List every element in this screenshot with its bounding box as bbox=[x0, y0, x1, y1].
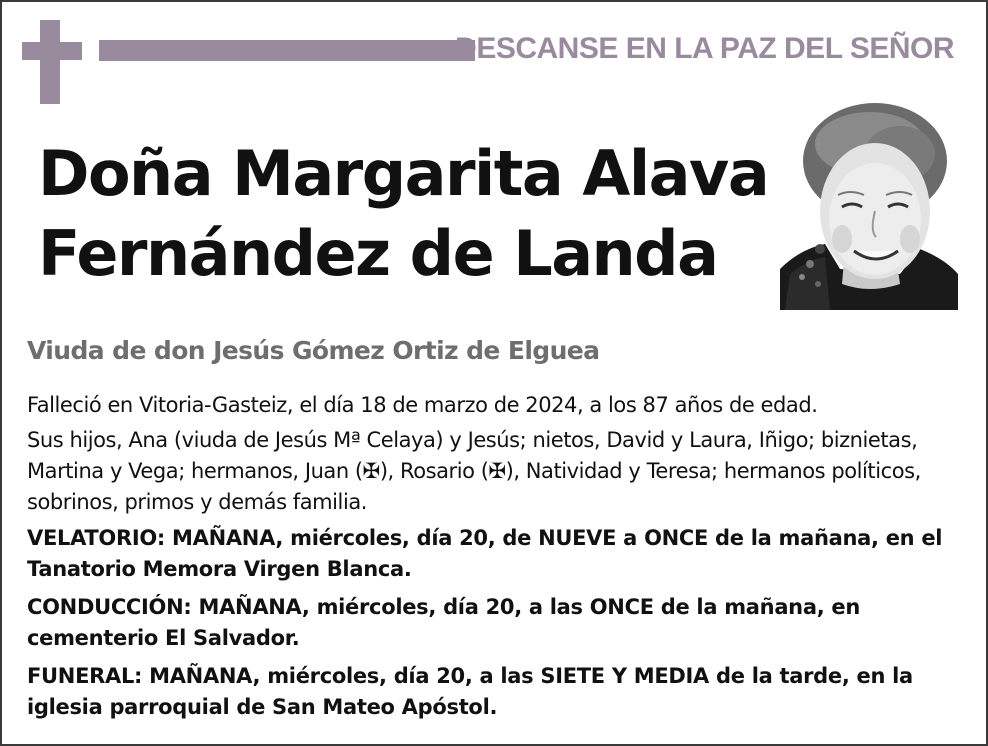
portrait-photo bbox=[780, 99, 958, 310]
header-rule bbox=[99, 40, 475, 61]
cross-icon bbox=[22, 20, 82, 104]
deceased-name bbox=[38, 134, 778, 294]
funeral-info: FUNERAL: MAÑANA, miércoles, día 20, a las SIETE Y MEDIA de la tarde, en la iglesia parroquial de San Mateo Apóstol. bbox=[27, 664, 913, 719]
header-motto: DESCANSE EN LA PAZ DEL SEÑOR bbox=[455, 32, 954, 65]
widow-line: Viuda de don Jesús Gómez Ortiz de Elguea bbox=[27, 336, 600, 365]
name-line-2: Fernández de Landa bbox=[38, 217, 718, 290]
death-notice: Falleció en Vitoria-Gasteiz, el día 18 de marzo de 2024, a los 87 años de edad. bbox=[27, 393, 818, 417]
name-line-1: Doña Margarita Alava bbox=[38, 137, 769, 210]
velatorio-info: VELATORIO: MAÑANA, miércoles, día 20, de NUEVE a ONCE de la mañana, en el Tanatorio Memora Virgen Blanca. bbox=[27, 526, 943, 581]
family-list: Sus hijos, Ana (viuda de Jesús Mª Celaya) y Jesús; nietos, David y Laura, Iñigo; biznietas, Martina y Vega; hermanos, Juan (✠), Rosario (✠), Natividad y Teresa; hermanos políticos, sobrinos, primos y demás familia. bbox=[27, 428, 921, 514]
conduccion-info: CONDUCCIÓN: MAÑANA, miércoles, día 20, a las ONCE de la mañana, en cementerio El Salvador. bbox=[27, 595, 860, 650]
notice-body bbox=[27, 390, 972, 730]
